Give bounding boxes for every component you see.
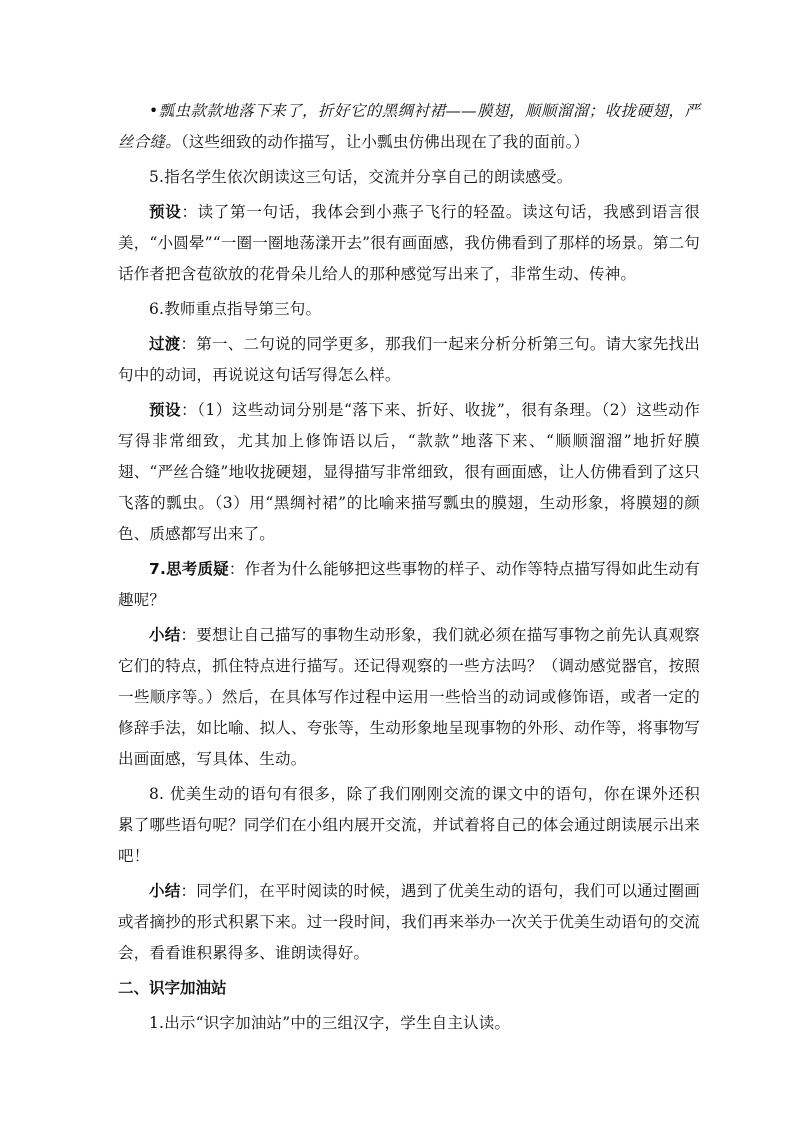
label-preset: 预设 [149, 203, 182, 221]
paragraph-text: 1.出示“识字加油站”中的三组汉字，学生自主认读。 [149, 1014, 511, 1032]
document-body [118, 96, 700, 1043]
paragraph-text: 6.教师重点指导第三句。 [149, 300, 322, 318]
paragraph-step-8 [118, 779, 700, 872]
paragraph-transition [118, 329, 700, 391]
section-heading: 二、识字加油站 [118, 979, 227, 997]
paragraph-preset-2 [118, 395, 700, 550]
paragraph-text: ：（1）这些动词分别是“落下来、折好、收拢”，很有条理。（2）这些动作写得非常细致，尤其加上修饰语以后，“款款”地落下来、“顺顺溜溜”地折好膜翅、“严丝合缝”地收拢硬翅，显得描写非常细致，很有画面感，让人仿佛看到了这只飞落的瓢虫。（3）用“黑绸衬裙”的比喻来描写瓢虫的膜翅，生动形象，将膜翅的颜色、质感都写出来了。 [118, 401, 700, 543]
paragraph-step-1 [118, 1008, 700, 1039]
paragraph-step-7 [118, 554, 700, 616]
paragraph-preset-1 [118, 197, 700, 290]
label-think-question: 7.思考质疑 [149, 560, 229, 578]
label-transition: 过渡 [149, 335, 181, 353]
paragraph-text: ：读了第一句话，我体会到小燕子飞行的轻盈。读这句话，我感到语言很美，“小圆晕”“一圈一圈地荡漾开去”很有画面感，我仿佛看到了那样的场景。第二句话作者把含苞欲放的花骨朵儿给人的那种感觉写出来了，非常生动、传神。 [118, 203, 701, 283]
paragraph-text: 8. 优美生动的语句有很多，除了我们刚刚交流的课文中的语句，你在课外还积累了哪些语句呢？同学们在小组内展开交流，并试着将自己的体会通过朗读展示出来吧！ [118, 785, 700, 865]
paragraph-text: ：要想让自己描写的事物生动形象，我们就必须在描写事物之前先认真观察它们的特点，抓住特点进行描写。还记得观察的一些方法吗？（调动感觉器官，按照一些顺序等。）然后，在具体写作过程中运用一些恰当的动词或修饰语，或者一定的修辞手法，如比喻、拟人、夸张等，生动形象地呈现事物的外形、动作等，将事物写出画面感，写具体、生动。 [118, 626, 700, 768]
paragraph-step-5 [118, 162, 700, 193]
paragraph-quote-ladybug [118, 96, 700, 158]
paragraph-text: （这些细致的动作描写，让小瓢虫仿佛出现在了我的面前。） [180, 133, 590, 151]
paragraph-text: ：作者为什么能够把这些事物的样子、动作等特点描写得如此生动有趣呢？ [118, 560, 700, 609]
paragraph-summary-1 [118, 620, 700, 775]
paragraph-text: ：同学们，在平时阅读的时候，遇到了优美生动的语句，我们可以通过圈画或者摘抄的形式积累下来。过一段时间，我们再来举办一次关于优美生动语句的交流会，看看谁积累得多、谁朗读得好。 [118, 882, 700, 962]
quote-text: 瓢虫款款地落下来了，折好它的黑绸衬裙——膜翅，顺顺溜溜；收拢硬翅，严丝合缝。 [118, 102, 700, 151]
label-summary: 小结 [149, 626, 181, 644]
paragraph-text: ：第一、二句说的同学更多，那我们一起来分析分析第三句。请大家先找出句中的动词，再说说这句话写得怎么样。 [118, 335, 700, 384]
label-preset: 预设 [149, 401, 182, 419]
bullet: • [149, 102, 159, 120]
paragraph-summary-2 [118, 876, 700, 969]
label-summary: 小结 [149, 882, 181, 900]
paragraph-step-6 [118, 294, 700, 325]
paragraph-text: 5.指名学生依次朗读这三句话，交流并分享自己的朗读感受。 [149, 168, 573, 186]
